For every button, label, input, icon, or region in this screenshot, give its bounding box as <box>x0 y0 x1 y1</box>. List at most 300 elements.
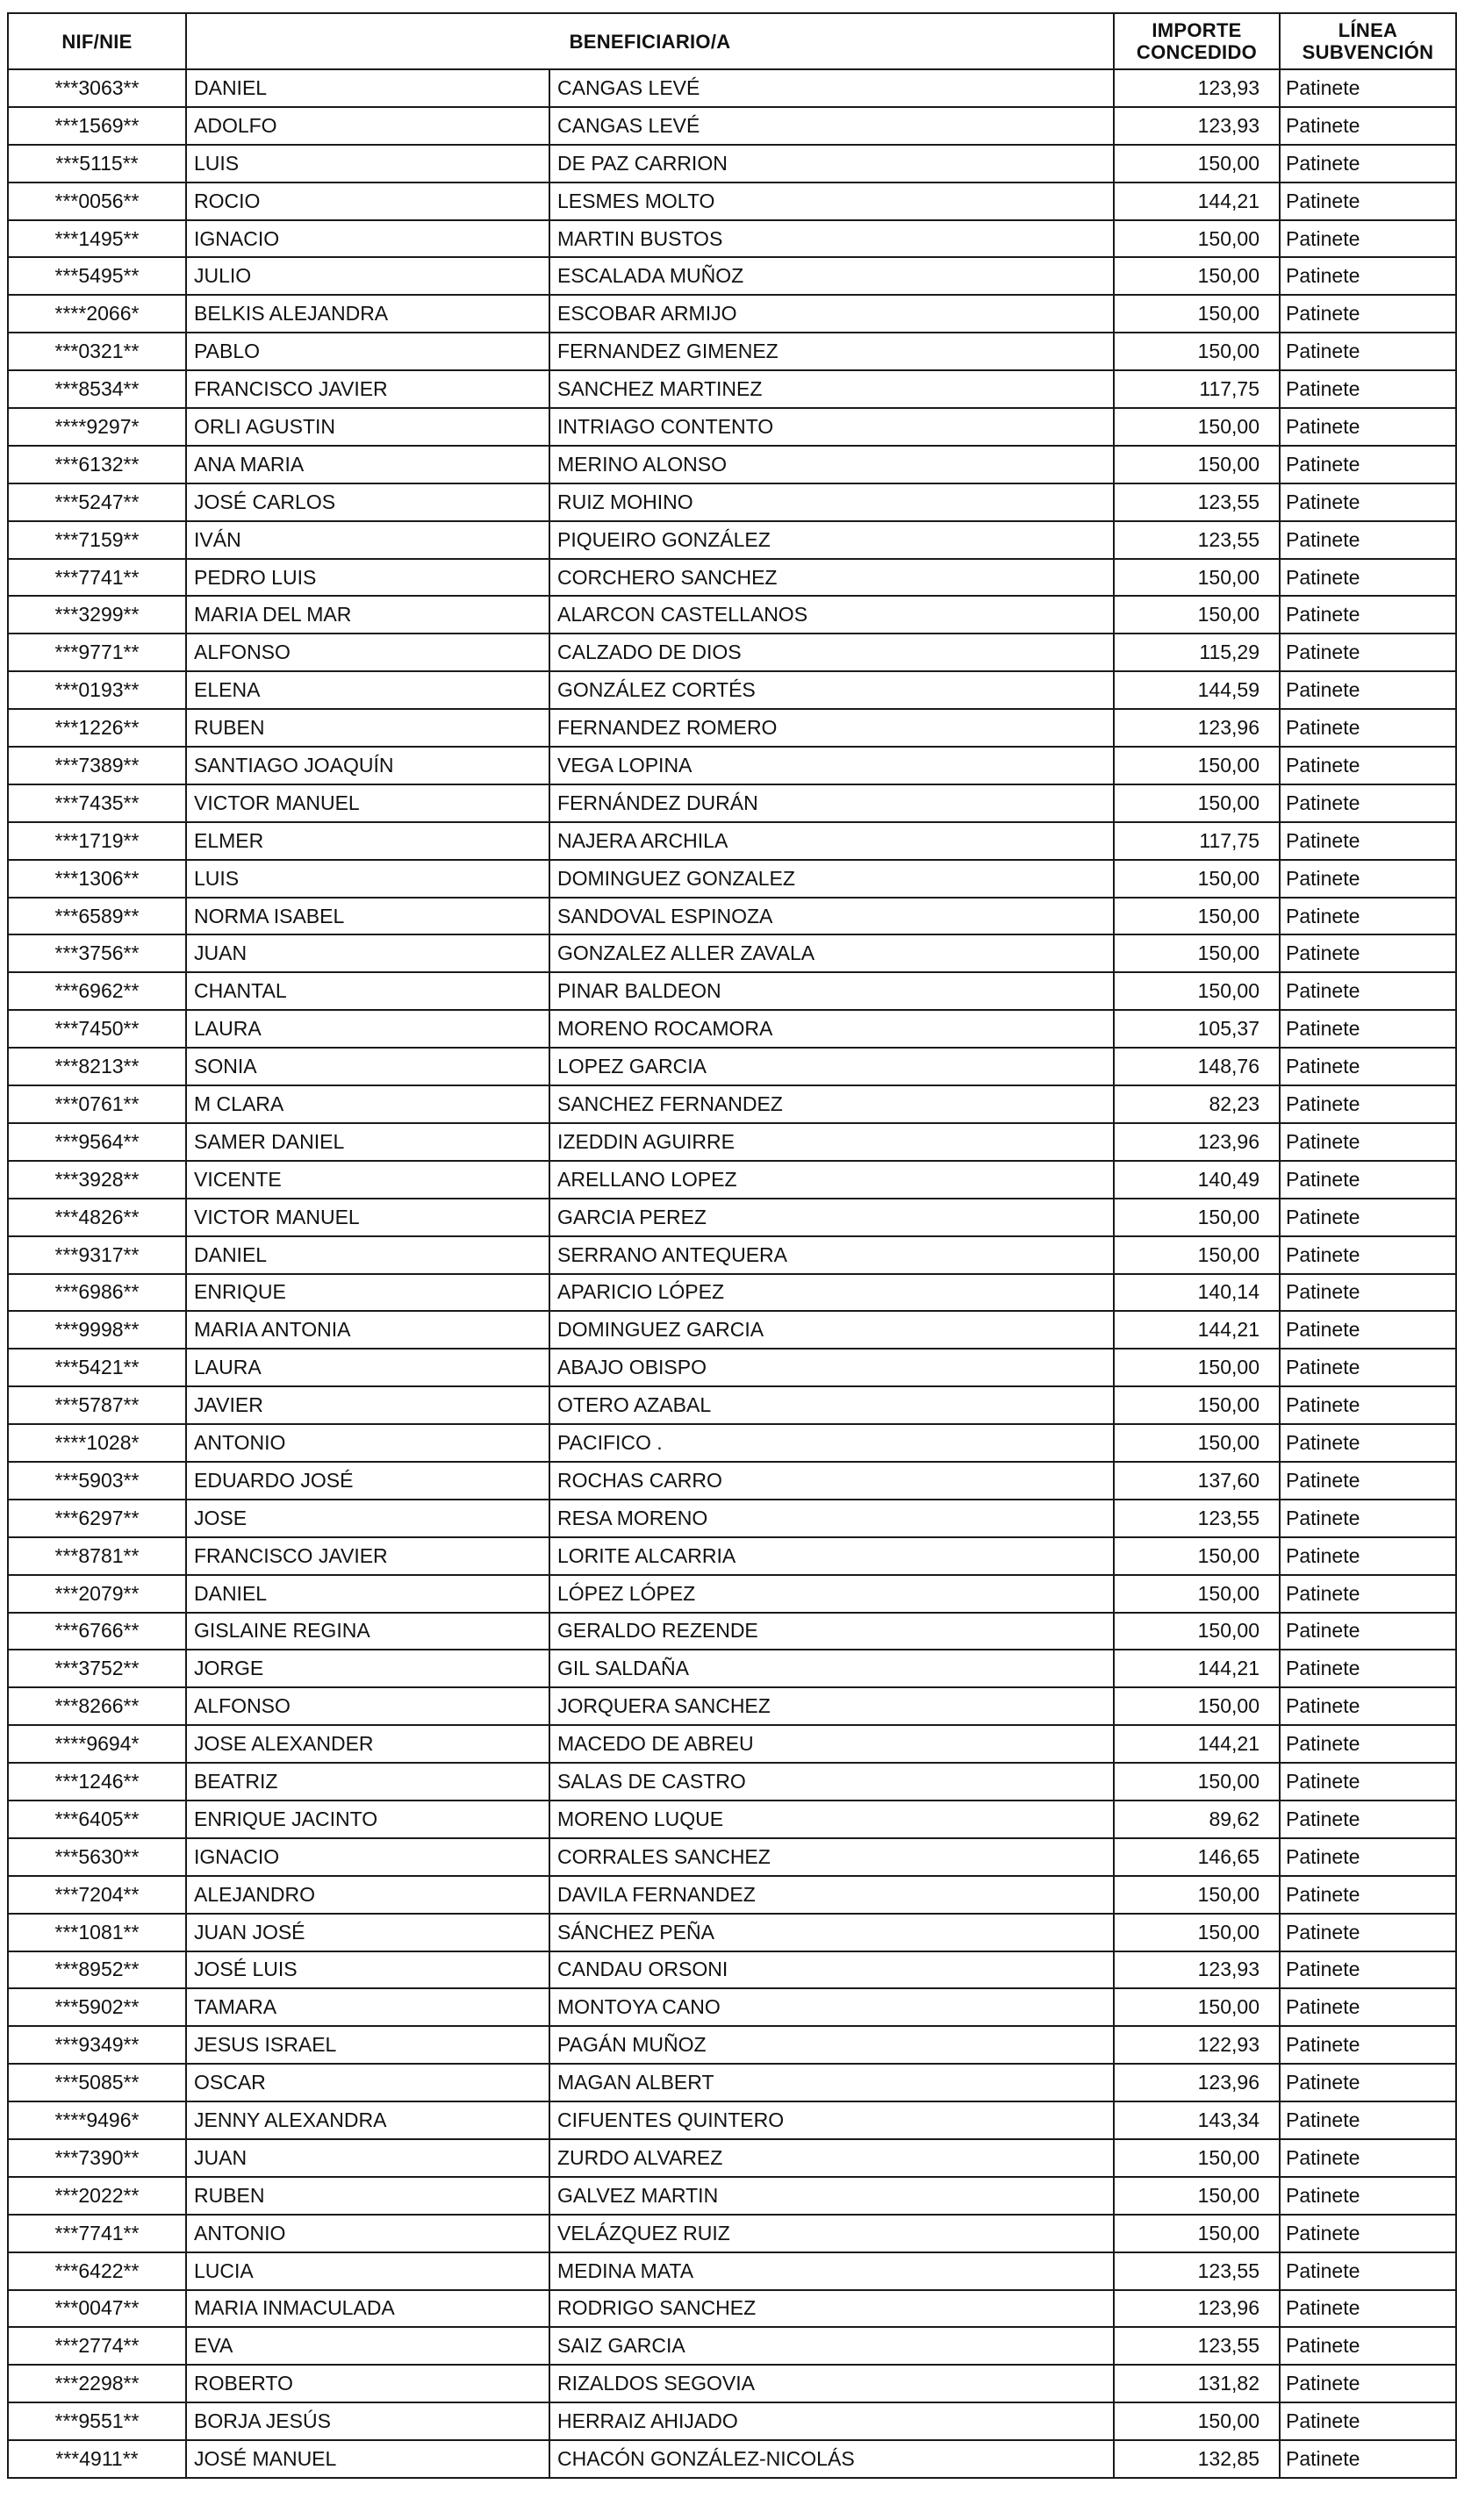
table-row <box>8 446 1456 483</box>
cell-nif: ***9551** <box>8 2402 186 2440</box>
cell-importe: 123,93 <box>1114 107 1280 145</box>
cell-apellidos: DOMINGUEZ GARCIA <box>549 1311 1114 1349</box>
cell-nombre: ENRIQUE <box>186 1274 549 1312</box>
cell-linea: Patinete <box>1280 1424 1456 1462</box>
header-importe-line1: IMPORTE <box>1152 19 1242 41</box>
cell-nif: ***9771** <box>8 634 186 671</box>
table-row <box>8 370 1456 408</box>
cell-linea: Patinete <box>1280 1462 1456 1500</box>
cell-nif: ***5421** <box>8 1349 186 1386</box>
cell-importe: 150,00 <box>1114 559 1280 597</box>
cell-nombre: BEATRIZ <box>186 1763 549 1801</box>
cell-apellidos: RUIZ MOHINO <box>549 483 1114 521</box>
header-linea <box>1280 13 1456 69</box>
cell-apellidos: LORITE ALCARRIA <box>549 1537 1114 1575</box>
cell-apellidos: CANGAS LEVÉ <box>549 107 1114 145</box>
cell-importe: 150,00 <box>1114 1613 1280 1650</box>
table-row <box>8 1349 1456 1386</box>
cell-nombre: LAURA <box>186 1010 549 1048</box>
cell-nombre: JOSÉ CARLOS <box>186 483 549 521</box>
cell-importe: 132,85 <box>1114 2440 1280 2478</box>
header-row <box>8 13 1456 69</box>
cell-nombre: CHANTAL <box>186 972 549 1010</box>
cell-nif: ***3752** <box>8 1650 186 1687</box>
table-row <box>8 2026 1456 2064</box>
cell-linea: Patinete <box>1280 1010 1456 1048</box>
table-row <box>8 521 1456 559</box>
cell-linea: Patinete <box>1280 295 1456 333</box>
cell-linea: Patinete <box>1280 860 1456 898</box>
header-nif: NIF/NIE <box>8 13 186 69</box>
cell-nif: ***7204** <box>8 1876 186 1914</box>
cell-linea: Patinete <box>1280 2440 1456 2478</box>
cell-nif: ***8781** <box>8 1537 186 1575</box>
cell-nombre: SANTIAGO JOAQUÍN <box>186 747 549 784</box>
cell-apellidos: IZEDDIN AGUIRRE <box>549 1123 1114 1161</box>
cell-linea: Patinete <box>1280 257 1456 295</box>
cell-nombre: ADOLFO <box>186 107 549 145</box>
table-row <box>8 1274 1456 1312</box>
cell-apellidos: FERNANDEZ GIMENEZ <box>549 333 1114 370</box>
table-row <box>8 295 1456 333</box>
cell-linea: Patinete <box>1280 1575 1456 1613</box>
table-row <box>8 69 1456 107</box>
cell-linea: Patinete <box>1280 1386 1456 1424</box>
cell-linea: Patinete <box>1280 1988 1456 2026</box>
cell-nif: ***9349** <box>8 2026 186 2064</box>
cell-nombre: JOSÉ LUIS <box>186 1951 549 1989</box>
cell-importe: 105,37 <box>1114 1010 1280 1048</box>
cell-importe: 131,82 <box>1114 2365 1280 2402</box>
cell-importe: 144,21 <box>1114 1311 1280 1349</box>
cell-nif: ***1569** <box>8 107 186 145</box>
cell-apellidos: CALZADO DE DIOS <box>549 634 1114 671</box>
table-row <box>8 1537 1456 1575</box>
cell-importe: 144,21 <box>1114 183 1280 220</box>
cell-linea: Patinete <box>1280 1500 1456 1537</box>
cell-linea: Patinete <box>1280 1650 1456 1687</box>
cell-nif: ****9297* <box>8 408 186 446</box>
cell-apellidos: MACEDO DE ABREU <box>549 1725 1114 1763</box>
cell-nif: ***5495** <box>8 257 186 295</box>
cell-apellidos: VELÁZQUEZ RUIZ <box>549 2215 1114 2252</box>
table-row <box>8 2402 1456 2440</box>
cell-apellidos: OTERO AZABAL <box>549 1386 1114 1424</box>
cell-importe: 150,00 <box>1114 1236 1280 1274</box>
cell-apellidos: CORCHERO SANCHEZ <box>549 559 1114 597</box>
cell-nombre: OSCAR <box>186 2064 549 2101</box>
cell-nombre: ORLI AGUSTIN <box>186 408 549 446</box>
cell-nif: ***6962** <box>8 972 186 1010</box>
cell-apellidos: CORRALES SANCHEZ <box>549 1838 1114 1876</box>
cell-apellidos: HERRAIZ AHIJADO <box>549 2402 1114 2440</box>
table-row <box>8 1725 1456 1763</box>
cell-importe: 150,00 <box>1114 295 1280 333</box>
cell-nif: ***1719** <box>8 822 186 860</box>
cell-nombre: ENRIQUE JACINTO <box>186 1801 549 1838</box>
cell-importe: 115,29 <box>1114 634 1280 671</box>
cell-importe: 150,00 <box>1114 2139 1280 2177</box>
cell-nombre: ROBERTO <box>186 2365 549 2402</box>
cell-nif: ***7741** <box>8 559 186 597</box>
cell-linea: Patinete <box>1280 822 1456 860</box>
cell-apellidos: MORENO ROCAMORA <box>549 1010 1114 1048</box>
cell-nombre: BORJA JESÚS <box>186 2402 549 2440</box>
cell-linea: Patinete <box>1280 559 1456 597</box>
cell-linea: Patinete <box>1280 1876 1456 1914</box>
cell-nif: ***3063** <box>8 69 186 107</box>
cell-importe: 123,55 <box>1114 521 1280 559</box>
cell-importe: 150,00 <box>1114 333 1280 370</box>
cell-nif: ***9564** <box>8 1123 186 1161</box>
cell-importe: 150,00 <box>1114 1424 1280 1462</box>
cell-nif: ***4826** <box>8 1199 186 1236</box>
table-row <box>8 634 1456 671</box>
cell-nombre: VICTOR MANUEL <box>186 784 549 822</box>
cell-apellidos: APARICIO LÓPEZ <box>549 1274 1114 1312</box>
cell-apellidos: GIL SALDAÑA <box>549 1650 1114 1687</box>
cell-apellidos: JORQUERA SANCHEZ <box>549 1687 1114 1725</box>
table-row <box>8 898 1456 935</box>
cell-nif: ***6589** <box>8 898 186 935</box>
header-linea-line2: SUBVENCIÓN <box>1302 41 1434 63</box>
cell-importe: 140,49 <box>1114 1161 1280 1199</box>
table-row <box>8 2177 1456 2215</box>
cell-importe: 150,00 <box>1114 2215 1280 2252</box>
cell-linea: Patinete <box>1280 2290 1456 2328</box>
cell-linea: Patinete <box>1280 408 1456 446</box>
cell-nif: ***6766** <box>8 1613 186 1650</box>
cell-nif: ***6297** <box>8 1500 186 1537</box>
cell-apellidos: ARELLANO LOPEZ <box>549 1161 1114 1199</box>
cell-nif: ****9496* <box>8 2101 186 2139</box>
cell-linea: Patinete <box>1280 483 1456 521</box>
cell-apellidos: NAJERA ARCHILA <box>549 822 1114 860</box>
table-row <box>8 2215 1456 2252</box>
cell-importe: 123,96 <box>1114 2064 1280 2101</box>
cell-apellidos: LESMES MOLTO <box>549 183 1114 220</box>
table-row <box>8 822 1456 860</box>
table-row <box>8 1462 1456 1500</box>
cell-importe: 150,00 <box>1114 2402 1280 2440</box>
cell-nombre: ELENA <box>186 671 549 709</box>
table-row <box>8 145 1456 183</box>
cell-nif: ***7450** <box>8 1010 186 1048</box>
cell-importe: 144,21 <box>1114 1725 1280 1763</box>
cell-importe: 150,00 <box>1114 972 1280 1010</box>
cell-linea: Patinete <box>1280 747 1456 784</box>
table-row <box>8 2252 1456 2290</box>
cell-importe: 150,00 <box>1114 1575 1280 1613</box>
cell-nombre: JOSE <box>186 1500 549 1537</box>
cell-nombre: ANTONIO <box>186 2215 549 2252</box>
table-row <box>8 220 1456 258</box>
cell-nif: ***5902** <box>8 1988 186 2026</box>
cell-nif: ***6422** <box>8 2252 186 2290</box>
cell-importe: 123,55 <box>1114 483 1280 521</box>
cell-linea: Patinete <box>1280 1951 1456 1989</box>
cell-importe: 150,00 <box>1114 2177 1280 2215</box>
cell-nombre: PABLO <box>186 333 549 370</box>
cell-linea: Patinete <box>1280 370 1456 408</box>
cell-nombre: JOSÉ MANUEL <box>186 2440 549 2478</box>
cell-apellidos: FERNÁNDEZ DURÁN <box>549 784 1114 822</box>
table-body <box>8 69 1456 2478</box>
table-row <box>8 257 1456 295</box>
cell-importe: 117,75 <box>1114 822 1280 860</box>
cell-nif: ****1028* <box>8 1424 186 1462</box>
table-row <box>8 747 1456 784</box>
cell-nif: ***5903** <box>8 1462 186 1500</box>
table-row <box>8 1763 1456 1801</box>
cell-importe: 150,00 <box>1114 747 1280 784</box>
cell-linea: Patinete <box>1280 1161 1456 1199</box>
cell-nif: ***8952** <box>8 1951 186 1989</box>
cell-importe: 143,34 <box>1114 2101 1280 2139</box>
cell-nombre: GISLAINE REGINA <box>186 1613 549 1650</box>
table-row <box>8 1311 1456 1349</box>
cell-nif: ***8534** <box>8 370 186 408</box>
table-row <box>8 1500 1456 1537</box>
cell-importe: 150,00 <box>1114 145 1280 183</box>
table-header <box>8 13 1456 69</box>
cell-nif: ***5787** <box>8 1386 186 1424</box>
cell-importe: 123,93 <box>1114 1951 1280 1989</box>
cell-nif: ***5630** <box>8 1838 186 1876</box>
cell-apellidos: SANDOVAL ESPINOZA <box>549 898 1114 935</box>
cell-nombre: IGNACIO <box>186 1838 549 1876</box>
cell-apellidos: GARCIA PEREZ <box>549 1199 1114 1236</box>
cell-apellidos: MAGAN ALBERT <box>549 2064 1114 2101</box>
table-row <box>8 408 1456 446</box>
cell-apellidos: GERALDO REZENDE <box>549 1613 1114 1650</box>
cell-apellidos: LOPEZ GARCIA <box>549 1048 1114 1085</box>
cell-apellidos: GONZÁLEZ CORTÉS <box>549 671 1114 709</box>
table-row <box>8 596 1456 634</box>
cell-apellidos: SÁNCHEZ PEÑA <box>549 1914 1114 1951</box>
cell-apellidos: PACIFICO . <box>549 1424 1114 1462</box>
cell-nombre: PEDRO LUIS <box>186 559 549 597</box>
cell-nif: ****9694* <box>8 1725 186 1763</box>
cell-linea: Patinete <box>1280 1537 1456 1575</box>
cell-apellidos: CIFUENTES QUINTERO <box>549 2101 1114 2139</box>
cell-nombre: DANIEL <box>186 1236 549 1274</box>
table-row <box>8 860 1456 898</box>
cell-apellidos: MONTOYA CANO <box>549 1988 1114 2026</box>
cell-nif: ***2298** <box>8 2365 186 2402</box>
cell-linea: Patinete <box>1280 2064 1456 2101</box>
cell-importe: 117,75 <box>1114 370 1280 408</box>
table-row <box>8 1123 1456 1161</box>
table-row <box>8 483 1456 521</box>
cell-importe: 150,00 <box>1114 860 1280 898</box>
cell-linea: Patinete <box>1280 145 1456 183</box>
table-row <box>8 1085 1456 1123</box>
cell-linea: Patinete <box>1280 2101 1456 2139</box>
cell-nombre: RUBEN <box>186 2177 549 2215</box>
cell-nombre: RUBEN <box>186 709 549 747</box>
cell-apellidos: MORENO LUQUE <box>549 1801 1114 1838</box>
cell-nif: ***7741** <box>8 2215 186 2252</box>
table-row <box>8 1801 1456 1838</box>
cell-importe: 150,00 <box>1114 898 1280 935</box>
cell-nif: ***7390** <box>8 2139 186 2177</box>
cell-nif: ***1226** <box>8 709 186 747</box>
cell-nombre: FRANCISCO JAVIER <box>186 370 549 408</box>
table-row <box>8 972 1456 1010</box>
cell-nombre: LUIS <box>186 145 549 183</box>
cell-nombre: JAVIER <box>186 1386 549 1424</box>
cell-importe: 150,00 <box>1114 596 1280 634</box>
cell-linea: Patinete <box>1280 1311 1456 1349</box>
cell-apellidos: FERNANDEZ ROMERO <box>549 709 1114 747</box>
cell-importe: 150,00 <box>1114 934 1280 972</box>
cell-nombre: M CLARA <box>186 1085 549 1123</box>
cell-nombre: VICENTE <box>186 1161 549 1199</box>
cell-linea: Patinete <box>1280 1123 1456 1161</box>
cell-apellidos: SAIZ GARCIA <box>549 2327 1114 2365</box>
cell-linea: Patinete <box>1280 1914 1456 1951</box>
table-row <box>8 1010 1456 1048</box>
cell-nombre: EVA <box>186 2327 549 2365</box>
cell-importe: 123,96 <box>1114 2290 1280 2328</box>
cell-linea: Patinete <box>1280 1274 1456 1312</box>
cell-linea: Patinete <box>1280 634 1456 671</box>
table-row <box>8 1575 1456 1613</box>
cell-apellidos: INTRIAGO CONTENTO <box>549 408 1114 446</box>
table-row <box>8 1914 1456 1951</box>
cell-apellidos: DE PAZ CARRION <box>549 145 1114 183</box>
cell-linea: Patinete <box>1280 446 1456 483</box>
table-row <box>8 1048 1456 1085</box>
cell-importe: 150,00 <box>1114 1386 1280 1424</box>
cell-importe: 140,14 <box>1114 1274 1280 1312</box>
cell-linea: Patinete <box>1280 596 1456 634</box>
cell-linea: Patinete <box>1280 2026 1456 2064</box>
cell-linea: Patinete <box>1280 1613 1456 1650</box>
cell-apellidos: PAGÁN MUÑOZ <box>549 2026 1114 2064</box>
cell-apellidos: GONZALEZ ALLER ZAVALA <box>549 934 1114 972</box>
cell-nombre: JORGE <box>186 1650 549 1687</box>
cell-linea: Patinete <box>1280 1349 1456 1386</box>
cell-linea: Patinete <box>1280 1801 1456 1838</box>
table-row <box>8 183 1456 220</box>
table-row <box>8 1838 1456 1876</box>
cell-nif: ***3756** <box>8 934 186 972</box>
cell-importe: 148,76 <box>1114 1048 1280 1085</box>
cell-nif: ***4911** <box>8 2440 186 2478</box>
cell-linea: Patinete <box>1280 972 1456 1010</box>
cell-nif: ****2066* <box>8 295 186 333</box>
cell-apellidos: MARTIN BUSTOS <box>549 220 1114 258</box>
cell-linea: Patinete <box>1280 220 1456 258</box>
cell-linea: Patinete <box>1280 2139 1456 2177</box>
cell-apellidos: DAVILA FERNANDEZ <box>549 1876 1114 1914</box>
cell-nif: ***6132** <box>8 446 186 483</box>
cell-importe: 150,00 <box>1114 257 1280 295</box>
cell-linea: Patinete <box>1280 107 1456 145</box>
cell-nombre: LUCIA <box>186 2252 549 2290</box>
cell-nombre: IGNACIO <box>186 220 549 258</box>
cell-apellidos: SERRANO ANTEQUERA <box>549 1236 1114 1274</box>
cell-importe: 123,55 <box>1114 1500 1280 1537</box>
cell-linea: Patinete <box>1280 2252 1456 2290</box>
cell-importe: 150,00 <box>1114 1687 1280 1725</box>
cell-linea: Patinete <box>1280 1725 1456 1763</box>
cell-apellidos: ALARCON CASTELLANOS <box>549 596 1114 634</box>
cell-apellidos: SANCHEZ FERNANDEZ <box>549 1085 1114 1123</box>
cell-nif: ***1081** <box>8 1914 186 1951</box>
cell-importe: 144,21 <box>1114 1650 1280 1687</box>
table-row <box>8 1687 1456 1725</box>
header-beneficiario: BENEFICIARIO/A <box>186 13 1114 69</box>
header-importe <box>1114 13 1280 69</box>
table-row <box>8 1386 1456 1424</box>
cell-apellidos: CANGAS LEVÉ <box>549 69 1114 107</box>
cell-apellidos: MERINO ALONSO <box>549 446 1114 483</box>
cell-importe: 150,00 <box>1114 1876 1280 1914</box>
cell-nif: ***1306** <box>8 860 186 898</box>
cell-importe: 150,00 <box>1114 446 1280 483</box>
table-row <box>8 2365 1456 2402</box>
table-row <box>8 1988 1456 2026</box>
table-row <box>8 1951 1456 1989</box>
cell-linea: Patinete <box>1280 1085 1456 1123</box>
cell-apellidos: PINAR BALDEON <box>549 972 1114 1010</box>
cell-nif: ***7435** <box>8 784 186 822</box>
cell-nombre: FRANCISCO JAVIER <box>186 1537 549 1575</box>
cell-apellidos: CANDAU ORSONI <box>549 1951 1114 1989</box>
table-row <box>8 2101 1456 2139</box>
cell-importe: 89,62 <box>1114 1801 1280 1838</box>
cell-importe: 123,55 <box>1114 2327 1280 2365</box>
cell-nombre: JUAN JOSÉ <box>186 1914 549 1951</box>
cell-nombre: ANTONIO <box>186 1424 549 1462</box>
cell-nif: ***8266** <box>8 1687 186 1725</box>
cell-nif: ***2774** <box>8 2327 186 2365</box>
cell-linea: Patinete <box>1280 2365 1456 2402</box>
cell-linea: Patinete <box>1280 709 1456 747</box>
cell-nif: ***5247** <box>8 483 186 521</box>
cell-importe: 123,55 <box>1114 2252 1280 2290</box>
cell-nif: ***2079** <box>8 1575 186 1613</box>
cell-importe: 123,96 <box>1114 1123 1280 1161</box>
cell-apellidos: VEGA LOPINA <box>549 747 1114 784</box>
cell-nombre: JULIO <box>186 257 549 295</box>
table-row <box>8 1876 1456 1914</box>
cell-nombre: BELKIS ALEJANDRA <box>186 295 549 333</box>
cell-nif: ***0761** <box>8 1085 186 1123</box>
table-row <box>8 2327 1456 2365</box>
cell-nombre: JUAN <box>186 2139 549 2177</box>
cell-nif: ***8213** <box>8 1048 186 1085</box>
cell-linea: Patinete <box>1280 2402 1456 2440</box>
cell-nif: ***9998** <box>8 1311 186 1349</box>
cell-nombre: ROCIO <box>186 183 549 220</box>
cell-nif: ***6986** <box>8 1274 186 1312</box>
cell-linea: Patinete <box>1280 521 1456 559</box>
cell-nombre: JENNY ALEXANDRA <box>186 2101 549 2139</box>
cell-nombre: TAMARA <box>186 1988 549 2026</box>
cell-importe: 146,65 <box>1114 1838 1280 1876</box>
cell-nombre: MARIA DEL MAR <box>186 596 549 634</box>
cell-importe: 123,96 <box>1114 709 1280 747</box>
cell-linea: Patinete <box>1280 2215 1456 2252</box>
header-importe-line2: CONCEDIDO <box>1136 41 1258 63</box>
cell-nombre: VICTOR MANUEL <box>186 1199 549 1236</box>
cell-importe: 150,00 <box>1114 784 1280 822</box>
cell-nif: ***9317** <box>8 1236 186 1274</box>
